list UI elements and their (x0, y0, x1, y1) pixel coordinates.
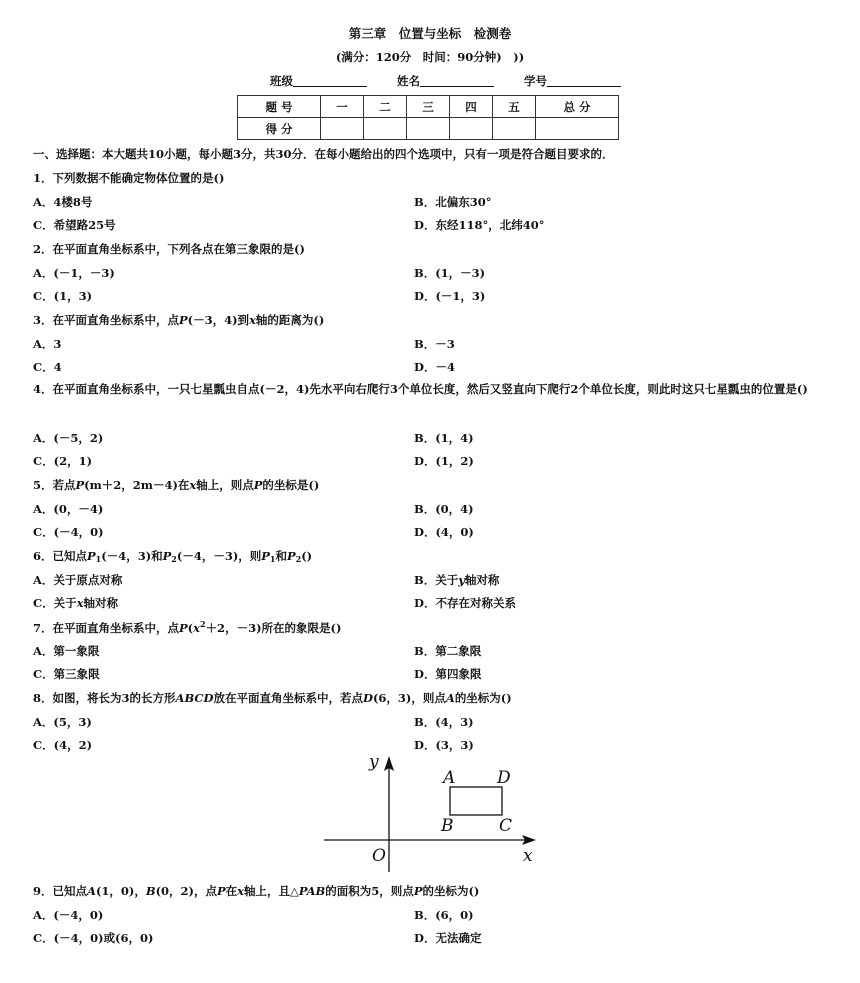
var-p: P (179, 621, 188, 635)
var-x: x (249, 313, 256, 327)
score-cell[interactable] (407, 118, 450, 140)
stem-text: (－4，3)和 (101, 549, 163, 563)
class-label: 班级 (270, 74, 293, 88)
question-4-option-b[interactable]: B．(1，4) (414, 431, 474, 445)
id-field[interactable] (547, 74, 621, 87)
page-subtitle: (满分：120分 时间：90分钟) )) (335, 50, 525, 64)
subscript: 1 (95, 554, 102, 564)
var-p: P (75, 478, 85, 492)
question-9-option-d[interactable]: D．无法确定 (414, 931, 482, 945)
question-1-option-c[interactable]: C．希望路25号 (33, 218, 116, 232)
question-3-option-a[interactable]: A．3 (33, 337, 62, 351)
question-1-option-b[interactable]: B．北偏东30° (414, 195, 492, 209)
question-6-option-b[interactable] (414, 572, 499, 588)
point-c-label: C (499, 816, 513, 836)
var-pab: PAB (298, 884, 326, 898)
x-axis-label: x (523, 846, 533, 866)
question-1-option-d[interactable]: D．东经118°，北纬40° (414, 218, 545, 232)
question-8-option-b[interactable]: B．(4，3) (414, 715, 474, 729)
var-p: P (179, 313, 188, 327)
stem-text: 轴上，且△ (243, 884, 299, 898)
var-a: A (445, 691, 455, 705)
stem-text: 的坐标为() (454, 691, 512, 705)
question-2-option-a[interactable]: A．(－1，－3) (33, 266, 115, 280)
question-5-option-b[interactable]: B．(0，4) (414, 502, 474, 516)
var-a: A (87, 884, 96, 898)
stem-text: (0，2)，点 (155, 884, 217, 898)
score-cell[interactable] (493, 118, 536, 140)
var-x: x (76, 596, 84, 610)
question-5-option-c[interactable]: C．(－4，0) (33, 525, 104, 539)
id-label: 学号 (524, 74, 547, 88)
student-info-fields (270, 73, 621, 89)
var-p: P (261, 549, 270, 563)
question-6-option-a[interactable]: A．关于原点对称 (33, 573, 123, 587)
rectangle-abcd (450, 787, 502, 815)
question-1-option-a[interactable]: A．4楼8号 (33, 195, 93, 209)
y-axis-label: y (369, 752, 379, 772)
score-cell[interactable] (450, 118, 493, 140)
question-6-option-c[interactable] (33, 595, 118, 611)
question-6-stem (33, 548, 312, 564)
stem-text: 和 (275, 549, 287, 563)
point-d-label: D (497, 768, 511, 788)
question-4-option-d[interactable]: D．(1，2) (414, 454, 474, 468)
question-3-stem (33, 312, 324, 328)
subscript: 2 (171, 554, 177, 564)
var-p: P (253, 478, 263, 492)
question-6-option-d[interactable]: D．不存在对称关系 (414, 596, 516, 610)
section-heading: 一、选择题：本大题共10小题，每小题3分，共30分．在每小题给出的四个选项中，只有一项是符合题目要求的． (33, 147, 614, 161)
stem-text: 的面积为5，则点 (325, 884, 414, 898)
stem-text: 3．在平面直角坐标系中，点 (33, 313, 180, 327)
var-x: x (189, 478, 197, 492)
var-p: P (216, 884, 226, 898)
class-field[interactable] (293, 74, 367, 87)
table-cell: 三 (407, 96, 450, 118)
score-table (237, 95, 619, 140)
score-cell[interactable] (364, 118, 407, 140)
question-8-option-a[interactable]: A．(5，3) (33, 715, 92, 729)
table-cell: 得 分 (238, 118, 321, 140)
question-9-option-a[interactable]: A．(－4，0) (33, 908, 104, 922)
superscript: 2 (199, 619, 206, 629)
question-7-option-a[interactable]: A．第一象限 (33, 644, 100, 658)
table-cell: 一 (321, 96, 364, 118)
coordinate-figure (320, 750, 540, 875)
stem-text: ＋2，－3)所在的象限是() (205, 621, 342, 635)
stem-text: (－3，4)到 (187, 313, 250, 327)
var-x: x (237, 884, 244, 898)
question-8-option-d[interactable]: D．(3，3) (414, 738, 474, 752)
page-title: 第三章 位置与坐标 检测卷 (348, 26, 512, 41)
question-5-option-d[interactable]: D．(4，0) (414, 525, 474, 539)
stem-text: 在 (225, 884, 238, 898)
question-4-option-a[interactable]: A．(－5，2) (33, 431, 104, 445)
score-table-header-row (238, 96, 619, 118)
stem-text: 轴的距离为() (255, 313, 325, 327)
question-3-option-c[interactable]: C．4 (33, 360, 62, 374)
question-8-stem (33, 690, 512, 706)
var-p: P (162, 549, 172, 563)
subscript: 1 (269, 554, 276, 564)
question-2-option-b[interactable]: B．(1，－3) (414, 266, 486, 280)
question-2-option-c[interactable]: C．(1，3) (33, 289, 93, 303)
var-p: P (87, 549, 96, 563)
question-9-option-c[interactable]: C．(－4，0)或(6，0) (33, 931, 154, 945)
question-3-option-b[interactable]: B．－3 (414, 337, 455, 351)
option-text: 轴对称 (83, 596, 119, 610)
table-cell: 四 (450, 96, 493, 118)
var-p: P (287, 549, 296, 563)
stem-text: 8．如图，将长为3的长方形 (33, 691, 176, 705)
question-5-stem (33, 477, 319, 493)
option-text: 轴对称 (464, 573, 500, 587)
stem-text: (m＋2，2m－4)在 (84, 478, 190, 492)
table-cell: 五 (493, 96, 536, 118)
question-7-option-d[interactable]: D．第四象限 (414, 667, 482, 681)
question-7-stem (33, 619, 341, 636)
question-8-option-c[interactable]: C．(4，2) (33, 738, 93, 752)
question-2-stem: 2．在平面直角坐标系中，下列各点在第三象限的是() (33, 242, 305, 256)
name-label: 姓名 (397, 74, 420, 88)
question-3-option-d[interactable]: D．－4 (414, 360, 455, 374)
stem-text: 6．已知点 (33, 549, 88, 563)
stem-text: 放在平面直角坐标系中，若点 (213, 691, 363, 705)
question-1-stem: 1．下列数据不能确定物体位置的是() (33, 171, 225, 185)
var-x: x (193, 621, 200, 635)
stem-text: 轴上，则点 (196, 478, 254, 492)
option-text: C．关于 (33, 596, 77, 610)
point-b-label: B (441, 816, 454, 836)
point-a-label: A (443, 768, 456, 788)
table-cell: 二 (364, 96, 407, 118)
question-7-option-c[interactable]: C．第三象限 (33, 667, 100, 681)
stem-text: 5．若点 (33, 478, 76, 492)
var-b: B (145, 884, 156, 898)
question-4-option-c[interactable]: C．(2，1) (33, 454, 93, 468)
score-table-score-row (238, 118, 619, 140)
question-5-option-a[interactable]: A．(0，－4) (33, 502, 104, 516)
stem-text: () (301, 549, 313, 563)
stem-text: 的坐标是() (262, 478, 320, 492)
stem-text: 9．已知点 (33, 884, 88, 898)
question-2-option-d[interactable]: D．(－1，3) (414, 289, 486, 303)
question-4-stem: 4．在平面直角坐标系中，一只七星瓢虫自点(－2，4)先水平向右爬行3个单位长度，然后又竖直向下爬行2个单位长度，则此时这只七星瓢虫的位置是() (33, 382, 808, 396)
var-abcd: ABCD (175, 691, 214, 705)
stem-text: 的坐标为() (422, 884, 480, 898)
stem-text: (－4，－3)，则 (176, 549, 262, 563)
var-d: D (363, 691, 373, 705)
var-y: y (458, 573, 465, 587)
table-cell: 总 分 (536, 96, 619, 118)
var-p: P (413, 884, 423, 898)
question-7-option-b[interactable]: B．第二象限 (414, 644, 482, 658)
origin-label: O (372, 846, 386, 866)
stem-text: 7．在平面直角坐标系中，点 (33, 621, 180, 635)
subscript: 2 (295, 554, 302, 564)
stem-text: (1，0)， (95, 884, 146, 898)
score-cell[interactable] (536, 118, 619, 140)
score-cell[interactable] (321, 118, 364, 140)
question-9-option-b[interactable]: B．(6，0) (414, 908, 474, 922)
option-text: B．关于 (414, 573, 459, 587)
name-field[interactable] (420, 74, 494, 87)
table-cell: 题 号 (238, 96, 321, 118)
question-9-stem (33, 883, 479, 899)
stem-text: (6，3)，则点 (372, 691, 446, 705)
stem-text: ( (187, 621, 194, 635)
